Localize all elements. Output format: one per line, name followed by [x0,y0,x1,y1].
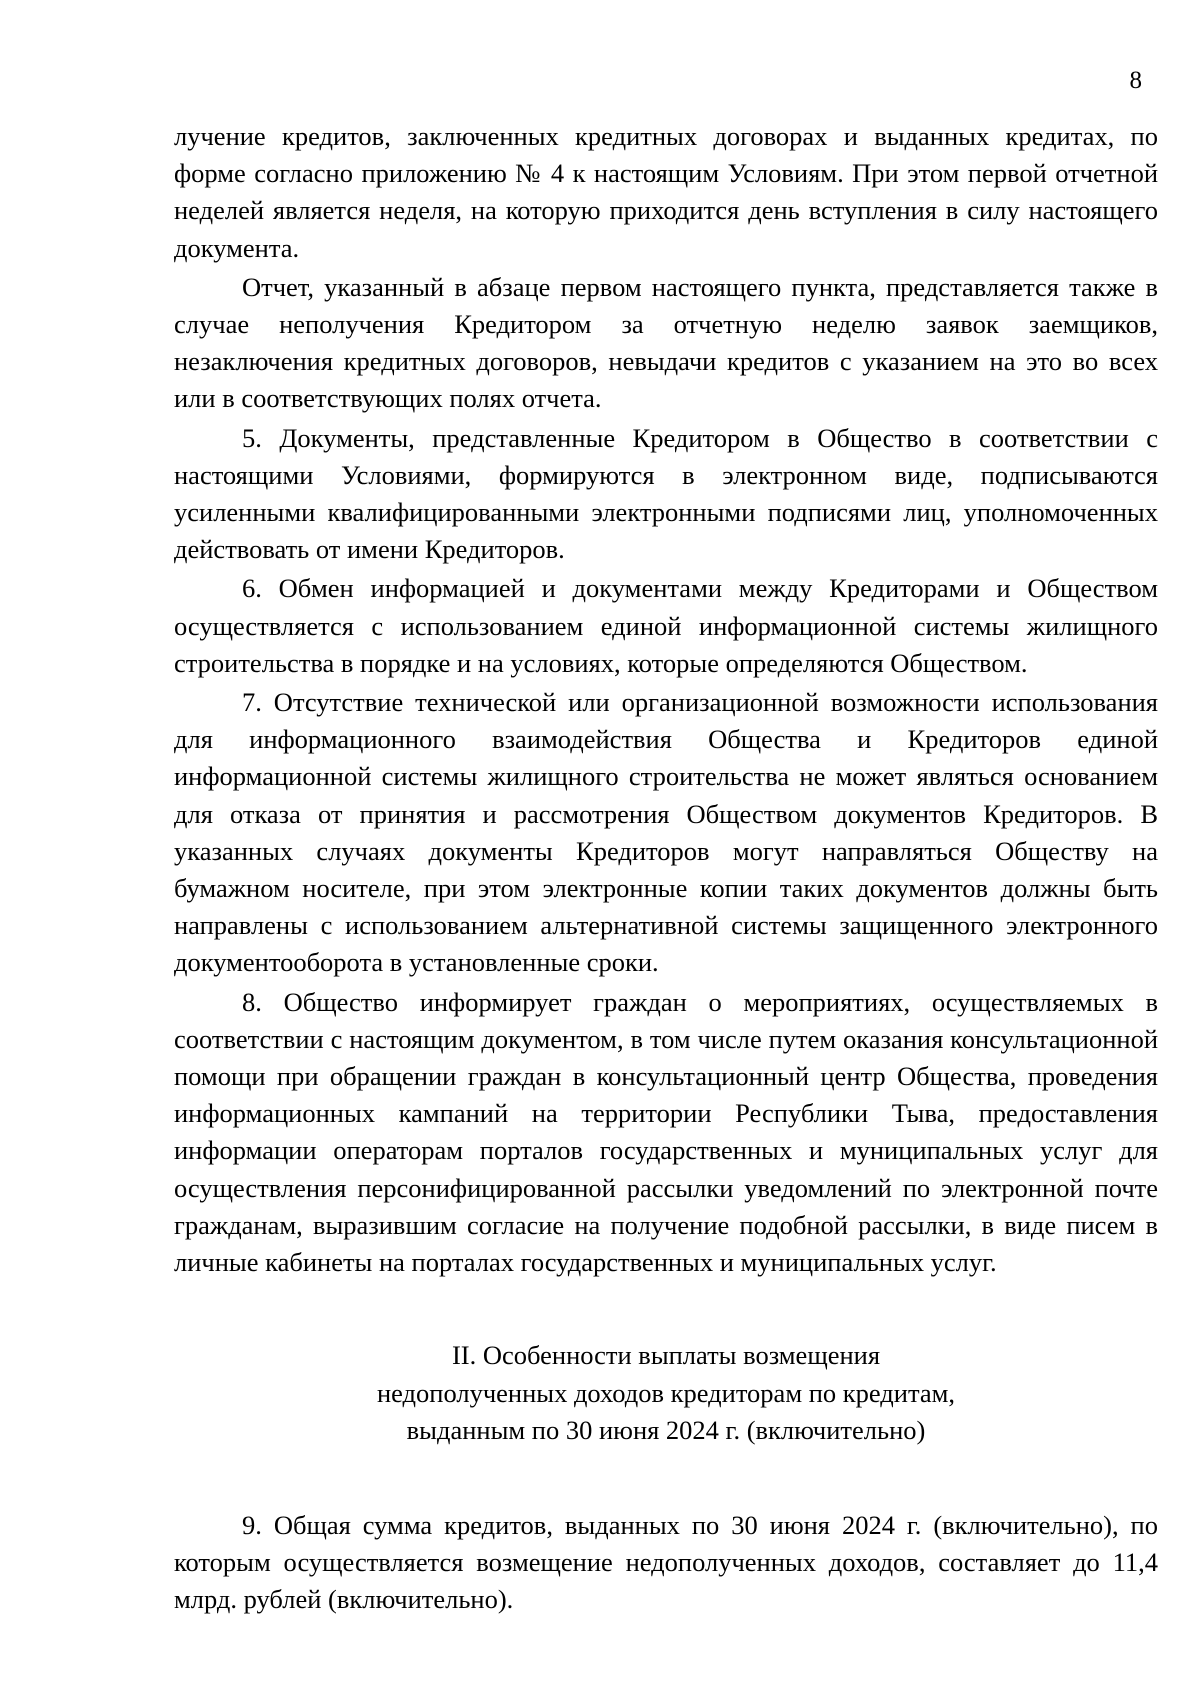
paragraph-item-6: 6. Обмен информацией и документами между Кредиторами и Обществом осуществляется с использованием единой информационной системы жилищного строительства в порядке и на условиях, которые определяются Обществом. [174,573,1158,678]
paragraph-item-5: 5. Документы, представленные Кредитором в Общество в соответствии с настоящими Условиями, формируются в электронном виде, подписываются усиленными квалифицированными электронными подписями лиц, уполномоченных действовать от имени Кредиторов. [174,422,1158,565]
paragraph-report: Отчет, указанный в абзаце первом настоящего пункта, представляется также в случае неполучения Кредитором за отчетную неделю заявок заемщиков, незаключения кредитных договоров, невыдачи кредитов с указанием на это во всех или в соответствующих полях отчета. [174,271,1158,414]
section-heading [174,1337,1158,1449]
paragraph-item-7: 7. Отсутствие технической или организационной возможности использования для информационного взаимодействия Общества и Кредиторов единой информационной системы жилищного строительства не может являться основанием для отказа от принятия и рассмотрения Обществом документов Кредиторов. В указанных случаях документы Кредиторов могут направляться Обществу на бумажном носителе, при этом электронные копии таких документов должны быть направлены с использованием альтернативной системы защищенного электронного документооборота в установленные сроки. [174,687,1158,978]
paragraph-continuation: лучение кредитов, заключенных кредитных договорах и выданных кредитах, по форме согласно приложению № 4 к настоящим Условиям. При этом первой отчетной неделей является неделя, на которую приходится день вступления в силу настоящего документа. [174,121,1158,263]
section-heading-line-2: недополученных доходов кредиторам по кредитам, [376,1377,956,1408]
document-body [174,118,1158,1621]
page-number: 8 [1129,67,1142,94]
section-heading-line-3: выданным по 30 июня 2024 г. (включительно) [406,1414,926,1445]
paragraph-item-9: 9. Общая сумма кредитов, выданных по 30 июня 2024 г. (включительно), по которым осуществляется возмещение недополученных доходов, составляет до 11,4 млрд. рублей (включительно). [174,1509,1158,1615]
paragraph-item-8: 8. Общество информирует граждан о мероприятиях, осуществляемых в соответствии с настоящим документом, в том числе путем оказания консультационной помощи при обращении граждан в консультационный центр Общества, проведения информационных кампаний на территории Республики Тыва, предоставления информации операторам порталов государственных и муниципальных услуг для осуществления персонифицированной рассылки уведомлений по электронной почте гражданам, выразившим согласие на получение подобной рассылки, в виде писем в личные кабинеты на порталах государственных и муниципальных услуг. [174,986,1158,1278]
section-heading-line-1: II. Особенности выплаты возмещения [451,1340,881,1371]
